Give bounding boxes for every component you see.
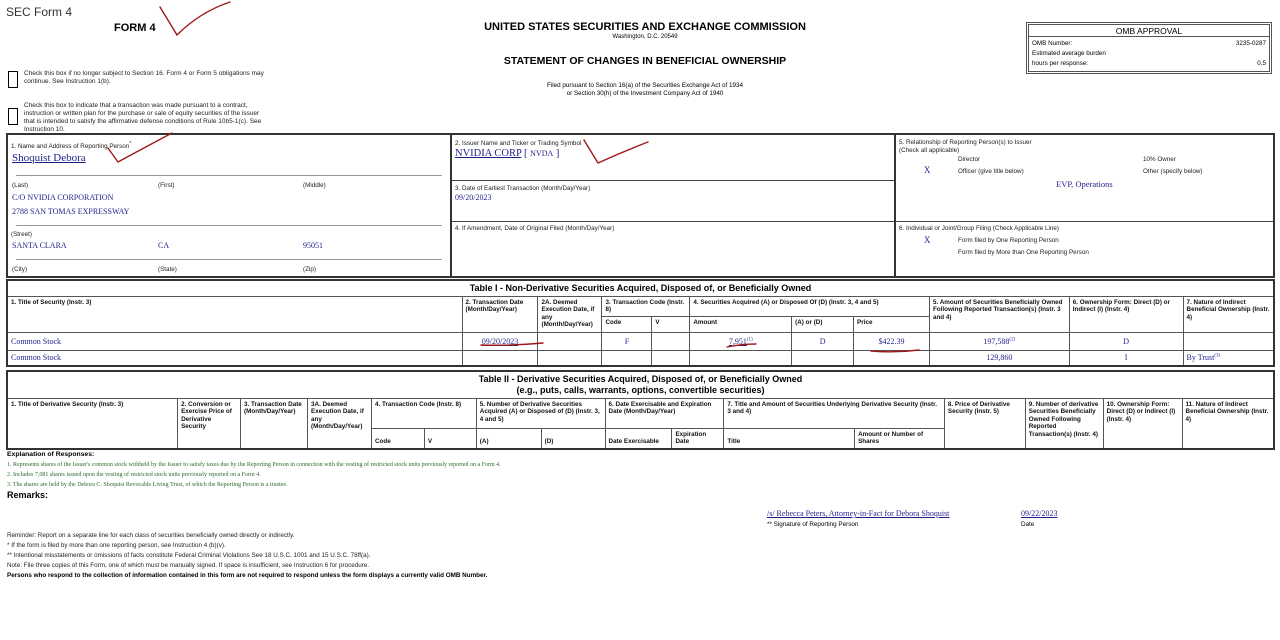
table2-title-line2: (e.g., puts, calls, warrants, options, convertible securities) <box>516 384 765 395</box>
omb-approval-box <box>1026 22 1272 74</box>
t1-col-code: 3. Transaction Code (Instr. 8) <box>602 296 690 316</box>
ticker-bracket-open: [ <box>524 148 528 159</box>
table-row <box>7 332 1274 350</box>
t2-sub-d: (D) <box>541 428 605 449</box>
table2-title <box>7 371 1274 398</box>
row2-owned: 129,860 <box>929 350 1069 366</box>
table2-title-line1: Table II - Derivative Securities Acquired, Disposed of, or Beneficially Owned <box>478 374 803 384</box>
t2-col-deriv-price: 8. Price of Derivative Security (Instr. 5) <box>944 398 1025 449</box>
row2-nature: By Trust$^{(3)}$ <box>1183 350 1274 366</box>
filed-line-1: Filed pursuant to Section 16(a) of the Securities Exchange Act of 1934 <box>546 82 744 89</box>
t1-sub-code: Code <box>602 316 652 332</box>
t2-sub-exercisable: Date Exercisable <box>605 428 672 449</box>
omb-hours-value: 0.5 <box>1257 60 1266 67</box>
street-line-1: C/O NVIDIA CORPORATION <box>12 193 114 202</box>
checkbox-row-section16 <box>8 70 264 88</box>
filed-line-2: or Section 30(h) of the Investment Company Act of 1940 <box>566 89 724 97</box>
t2-sub-v: V <box>424 428 476 449</box>
t1-col-deemed: 2A. Deemed Execution Date, if any (Month/Day/Year) <box>538 296 602 332</box>
rule10b5-checkbox[interactable] <box>8 108 18 125</box>
row2-amount <box>690 350 792 366</box>
signature-label: ** Signature of Reporting Person <box>767 521 859 528</box>
one-person-check-mark: X <box>924 235 931 245</box>
row1-form: D <box>1069 332 1183 350</box>
omb-burden-label: Estimated average burden <box>1032 50 1106 57</box>
issuer-name-ticker <box>455 148 559 159</box>
relationship-label: 5. Relationship of Reporting Person(s) to Issuer (Check all applicable) <box>899 139 1032 154</box>
page-title: SEC Form 4 <box>6 5 73 19</box>
row1-code: F <box>602 332 652 350</box>
statement-title: STATEMENT OF CHANGES IN BENEFICIAL OWNERSHIP <box>503 55 787 67</box>
t1-col-acquired: 4. Securities Acquired (A) or Disposed Of (D) (Instr. 3, 4 and 5) <box>690 296 930 316</box>
table-non-derivative <box>6 279 1275 367</box>
state-value: CA <box>158 241 170 250</box>
state-label: (State) <box>158 266 177 273</box>
explanation-title: Explanation of Responses: <box>7 451 95 458</box>
city-value: SANTA CLARA <box>12 241 67 250</box>
t1-col-form: 6. Ownership Form: Direct (D) or Indirect (I) (Instr. 4) <box>1069 296 1183 332</box>
table-row <box>7 350 1274 366</box>
t2-col-exercisable: 6. Date Exercisable and Expiration Date (Month/Day/Year) <box>605 398 724 428</box>
t2-col-nature: 11. Nature of Indirect Beneficial Ownership (Instr. 4) <box>1182 398 1274 449</box>
omb-number-label: OMB Number: <box>1032 40 1073 47</box>
row1-owned: 197,588$^{(2)}$ <box>929 332 1069 350</box>
agency-title: UNITED STATES SECURITIES AND EXCHANGE COMMISSION <box>484 21 806 33</box>
t1-sub-amount: Amount <box>690 316 792 332</box>
row1-date: 09/20/2023 <box>462 332 538 350</box>
footer-line-2: * If the form is filed by more than one reporting person, see Instruction 4 (b)(v). <box>7 542 226 549</box>
t1-col-owned: 5. Amount of Securities Beneficially Owned Following Reported Transaction(s) (Instr. 3 and 4) <box>929 296 1069 332</box>
t2-col-number: 5. Number of Derivative Securities Acquired (A) or Disposed of (D) (Instr. 3, 4 and 5) <box>476 398 605 428</box>
explanation-note-1: 1. Represents shares of the Issuer's common stock withheld by the Issuer to satisfy taxes due by the Reporting Person in connection with the vesting of restricted stock units previously reported on a Form 4. <box>7 462 501 468</box>
t2-sub-a: (A) <box>476 428 541 449</box>
row2-v <box>652 350 690 366</box>
reporting-person-label: 1. Name and Address of Reporting Person* <box>11 141 132 151</box>
row1-v <box>652 332 690 350</box>
row1-title: Common Stock <box>7 332 462 350</box>
section16-checkbox-label: Check this box if no longer subject to Section 16. Form 4 or Form 5 obligations may continue. See Instruction 1(b). <box>24 70 264 86</box>
omb-title: OMB APPROVAL <box>1028 24 1270 37</box>
footer-line-3: ** Intentional misstatements or omissions of facts constitute Federal Criminal Violations See 18 U.S.C. 1001 and 15 U.S.C. 78ff(a). <box>7 552 371 559</box>
row1-price: $422.39 <box>854 332 930 350</box>
footer-line-4: Note: File three copies of this Form, one of which must be manually signed. If space is insufficient, see Instruction 6 for procedure. <box>7 562 370 569</box>
row2-aord <box>792 350 854 366</box>
officer-title: EVP, Operations <box>1056 179 1113 189</box>
row2-deemed <box>538 350 602 366</box>
zip-label: (Zip) <box>303 266 316 273</box>
footer-omb-notice: Persons who respond to the collection of information contained in this form are not required to respond unless the form displays a currently valid OMB Number. <box>7 572 488 579</box>
row2-price <box>854 350 930 366</box>
row2-code <box>602 350 652 366</box>
row1-nature <box>1183 332 1274 350</box>
t2-col-form: 10. Ownership Form: Direct (D) or Indirect (I) (Instr. 4) <box>1103 398 1182 449</box>
earliest-date-value: 09/20/2023 <box>455 193 492 202</box>
t2-col-owned: 9. Number of derivative Securities Beneficially Owned Following Reported Transaction(s) (Instr. 4) <box>1025 398 1103 449</box>
agency-address: Washington, D.C. 20549 <box>612 34 678 40</box>
director-option: Director <box>958 156 981 163</box>
city-label: (City) <box>12 266 28 273</box>
filed-pursuant-text <box>450 82 840 98</box>
reporting-info-section <box>6 133 1275 278</box>
t2-col-date: 3. Transaction Date (Month/Day/Year) <box>241 398 308 449</box>
row2-title: Common Stock <box>7 350 462 366</box>
explanation-note-2: 2. Includes 7,081 shares issued upon the vesting of restricted stock units previously reported on a Form 4. <box>7 472 261 478</box>
check-mark-form4 <box>160 2 230 35</box>
footer-notes <box>7 531 1007 581</box>
t2-col-underlying: 7. Title and Amount of Securities Underlying Derivative Security (Instr. 3 and 4) <box>724 398 945 428</box>
street-label: (Street) <box>11 231 32 238</box>
last-label: (Last) <box>12 182 29 189</box>
row1-aord: D <box>792 332 854 350</box>
t1-col-nature: 7. Nature of Indirect Beneficial Ownership (Instr. 4) <box>1183 296 1274 332</box>
omb-number-value: 3235-0287 <box>1235 40 1266 47</box>
table1-title: Table I - Non-Derivative Securities Acquired, Disposed of, or Beneficially Owned <box>7 280 1274 296</box>
form-label: FORM 4 <box>114 22 156 34</box>
t2-sub-amount: Amount or Number of Shares <box>855 428 945 449</box>
officer-option: Officer (give title below) <box>958 168 1024 175</box>
middle-label: (Middle) <box>303 182 326 189</box>
other-option: Other (specify below) <box>1143 168 1203 175</box>
t1-sub-v: V <box>652 316 690 332</box>
t2-sub-title: Title <box>724 428 855 449</box>
issuer-name-link[interactable]: NVIDIA CORP <box>455 148 522 159</box>
explanation-section <box>7 451 907 490</box>
t2-col-price: 2. Conversion or Exercise Price of Derivative Security <box>178 398 241 449</box>
issuer-label: 2. Issuer Name and Ticker or Trading Symbol <box>455 140 582 147</box>
row2-date <box>462 350 538 366</box>
checkbox-row-rule10b5 <box>8 102 264 135</box>
t1-col-title: 1. Title of Security (Instr. 3) <box>7 296 462 332</box>
filing-label: 6. Individual or Joint/Group Filing (Check Applicable Line) <box>899 225 1059 232</box>
first-label: (First) <box>158 182 175 189</box>
t2-sub-expiration: Expiration Date <box>672 428 724 449</box>
rule10b5-checkbox-label: Check this box to indicate that a transaction was made pursuant to a contract, instruction or written plan for the purchase or sale of equity securities of the issuer that is intended to satisfy the affirmative defense conditions of Rule 10b5-1(c). See Instruction 10. <box>24 102 262 134</box>
ten-percent-owner-option: 10% Owner <box>1143 156 1176 163</box>
reporting-person-name-link[interactable]: Shoquist Debora <box>12 152 86 164</box>
signature-date-label: Date <box>1021 521 1035 528</box>
section16-checkbox[interactable] <box>8 71 18 88</box>
amendment-label: 4. If Amendment, Date of Original Filed (Month/Day/Year) <box>455 225 615 232</box>
table-derivative <box>6 370 1275 450</box>
explanation-note-3: 3. The shares are held by the Debora C. Shoquist Revocable Living Trust, of which the Reporting Person is a trustee. <box>7 482 288 488</box>
t1-col-date: 2. Transaction Date (Month/Day/Year) <box>462 296 538 332</box>
row1-deemed <box>538 332 602 350</box>
row1-amount: 7,951$^{(1)}$ <box>690 332 792 350</box>
footer-line-1: Reminder: Report on a separate line for each class of securities beneficially owned directly or indirectly. <box>7 532 295 539</box>
omb-hours-label: hours per response: <box>1032 60 1089 67</box>
ticker-bracket-close: ] <box>555 148 560 159</box>
row2-form: I <box>1069 350 1183 366</box>
zip-value: 95051 <box>303 241 323 250</box>
one-person-option: Form filed by One Reporting Person <box>958 237 1059 244</box>
earliest-date-label: 3. Date of Earliest Transaction (Month/Day/Year) <box>455 185 591 192</box>
t2-sub-code: Code <box>371 428 424 449</box>
remarks-title: Remarks: <box>7 490 49 500</box>
t1-sub-aord: (A) or (D) <box>792 316 854 332</box>
t1-sub-price: Price <box>854 316 930 332</box>
signature-date[interactable]: 09/22/2023 <box>1021 509 1058 518</box>
signature-link[interactable]: /s/ Rebecca Peters, Attorney-in-Fact for Debora Shoquist <box>767 509 950 518</box>
officer-check-mark: X <box>924 165 931 175</box>
ticker-symbol: NVDA <box>530 149 554 158</box>
t2-col-code: 4. Transaction Code (Instr. 8) <box>371 398 476 428</box>
t2-col-deemed: 3A. Deemed Execution Date, if any (Month/Day/Year) <box>308 398 372 449</box>
multiple-persons-option: Form filed by More than One Reporting Person <box>958 249 1089 256</box>
street-line-2: 2788 SAN TOMAS EXPRESSWAY <box>12 207 130 216</box>
t2-col-title: 1. Title of Derivative Security (Instr. 3) <box>7 398 178 449</box>
